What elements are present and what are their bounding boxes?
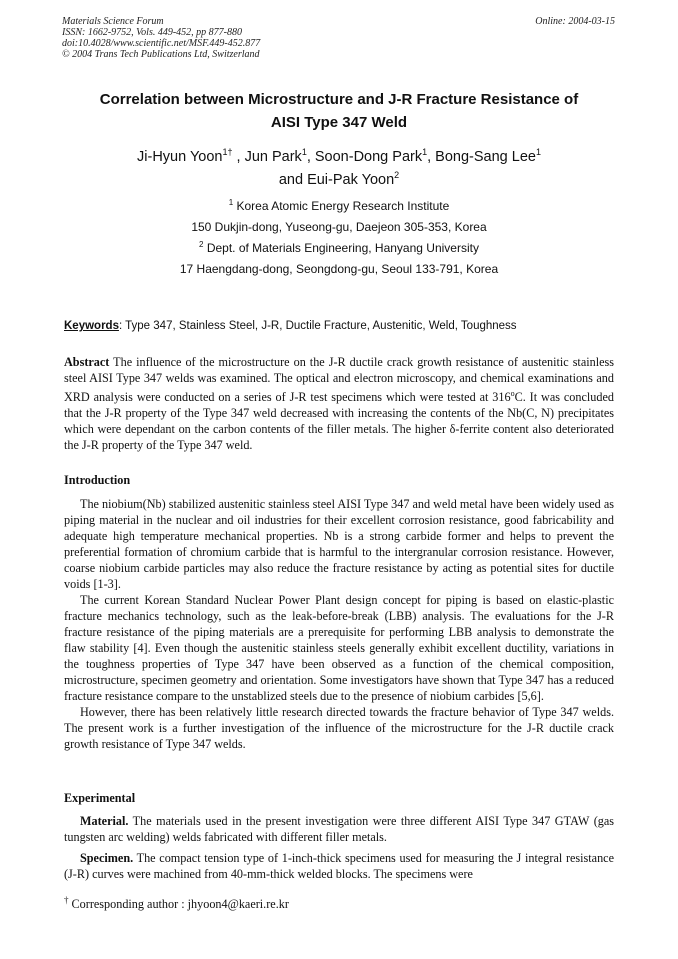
author-name: , Bong-Sang Lee (427, 149, 536, 165)
affiliation-2-address: 17 Haengdang-dong, Seongdong-gu, Seoul 133-791, Korea (179, 262, 499, 276)
author-sup: 2 (394, 170, 400, 181)
material-label: Material. (80, 814, 129, 828)
author-name: , Jun Park (232, 149, 302, 165)
experimental-body (64, 813, 614, 882)
footnote-text: Corresponding author : jhyoon4@kaeri.re.kr (68, 897, 289, 911)
specimen-paragraph (64, 850, 614, 882)
author-sup: 1 (301, 147, 307, 158)
keywords (64, 318, 624, 334)
abstract-label: Abstract (64, 355, 110, 369)
author-sup: 1 (535, 147, 541, 158)
corresponding-footnote (64, 896, 289, 912)
material-paragraph (64, 813, 614, 845)
material-text: The materials used in the present investigation were three different AISI Type 347 GTAW (gas tungsten arc welding) welds fabricated with different filler metals. (64, 814, 614, 844)
affiliation-institution: Dept. of Materials Engineering, Hanyang University (203, 241, 479, 255)
journal-header (62, 16, 260, 60)
title-line-2: AISI Type 347 Weld (270, 114, 408, 131)
affiliation-institution: Korea Atomic Energy Research Institute (233, 199, 450, 213)
author-sup: 1† (222, 147, 233, 158)
authors-line-2 (40, 169, 638, 192)
author-name: , Soon-Dong Park (306, 149, 423, 165)
intro-paragraph-3: However, there has been relatively little research directed towards the fracture behavior of Type 347 welds. The present work is a further investigation of the influence of the microstructure for the J-R ductile crack growth resistance of Type 347 welds. (64, 705, 614, 751)
authors-line-1 (40, 146, 638, 169)
intro-paragraph-1: The niobium(Nb) stabilized austenitic stainless steel AISI Type 347 and weld metal have been widely used as piping material in the nuclear and oil industries for their excellent corrosion resistance, good fabricability and adequate high temperature mechanical properties. Nb is a strong carbide former and helps to prevent the preferential formation of chromium carbide that is harmful to the intergranular corrosion resistance. However, coarse niobium carbide particles may also reduce the fracture resistance by acting as potential sites for ductile voids [1-3]. (64, 497, 614, 591)
keywords-text: : Type 347, Stainless Steel, J-R, Ductile Fracture, Austenitic, Weld, Toughness (118, 320, 517, 332)
specimen-label: Specimen. (80, 851, 134, 865)
introduction-body (64, 496, 614, 752)
footnote-sup: † (64, 894, 69, 905)
affiliation-sup: 2 (199, 240, 204, 249)
intro-paragraph-2: The current Korean Standard Nuclear Power Plant design concept for piping is based on elastic-plastic fracture mechanics technology, such as the leak-before-break (LBB) analysis. The evaluations for the J-R fracture resistance of the piping materials are a prerequisite for performing LBB analysis to demonstrate the flaw stability [4]. Even though the austenitic stainless steels generally exhibit excellent ductility, variations in the toughness properties of Type 347 have been observed as a function of the chemical composition, microstructure, specimen geometry and orientation. Some investigators have shown that Type 347 has a reduced fracture resistance compare to the unstablized steels due to the presence of niobium carbides [5,6]. (64, 593, 614, 703)
abstract (64, 354, 614, 453)
affiliation-1-address: 150 Dukjin-dong, Yuseong-gu, Daejeon 305-353, Korea (191, 220, 487, 234)
abstract-text-1: The influence of the microstructure on the J-R ductile crack growth resistance of austenitic stainless steel AISI Type 347 welds was examined. The optical and electron microscopy, and chemical examinations and XRD analysis were conducted on a series of J-R test specimens which were tested at 316 (64, 355, 614, 405)
abstract-text-2: C. It was concluded that the J-R property of the Type 347 weld decreased with increasing the contents of the Nb(C, N) precipitates which were dependant on the carbon contents of the filler metals. The higher δ-ferrite content also deteriorated the J-R property of the Type 347 weld. (64, 390, 614, 453)
keywords-label: Keywords (64, 320, 119, 332)
paper-title (40, 88, 638, 134)
affiliation-2 (40, 238, 638, 259)
online-date: Online: 2004-03-15 (535, 16, 615, 27)
experimental-heading: Experimental (64, 791, 136, 805)
copyright-line: © 2004 Trans Tech Publications Ltd, Switzerland (62, 49, 260, 60)
affiliations (40, 196, 638, 280)
issn-line: ISSN: 1662-9752, Vols. 449-452, pp 877-880 (62, 27, 242, 38)
introduction-heading: Introduction (64, 473, 131, 487)
author-name: Ji-Hyun Yoon (137, 149, 223, 165)
degree-sup: o (510, 389, 515, 398)
author-name: and Eui-Pak Yoon (278, 172, 395, 188)
abstract-paragraph (64, 354, 614, 453)
specimen-text: The compact tension type of 1-inch-thick specimens used for measuring the J integral resistance (J-R) curves were machined from 40-mm-thick welded blocks. The specimens were (64, 851, 614, 881)
title-line-1: Correlation between Microstructure and J-R Fracture Resistance of (99, 91, 579, 108)
author-list (40, 146, 638, 192)
author-sup: 1 (422, 147, 428, 158)
journal-name: Materials Science Forum (62, 16, 164, 27)
affiliation-1 (40, 196, 638, 217)
doi-line: doi:10.4028/www.scientific.net/MSF.449-452.877 (62, 38, 261, 49)
affiliation-sup: 1 (228, 198, 234, 207)
